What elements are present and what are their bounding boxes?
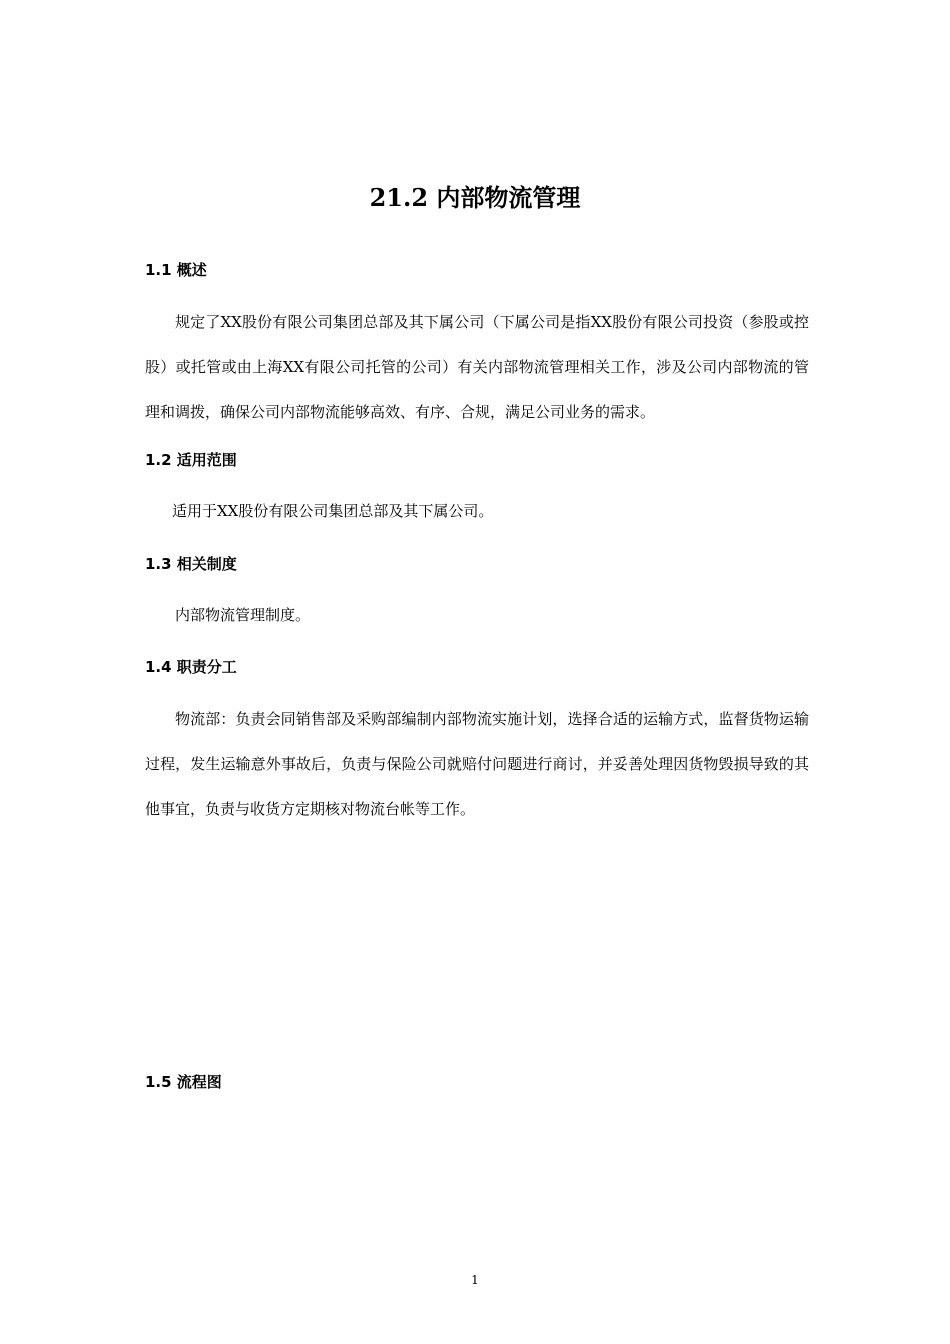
- section-body-related-policies: 内部物流管理制度。: [175, 606, 311, 624]
- section-heading-overview: 1.1 概述: [145, 261, 207, 279]
- section-heading-related-policies: 1.3 相关制度: [145, 555, 237, 573]
- page-title: 21.2 内部物流管理: [369, 183, 581, 212]
- section-heading-flowchart: 1.5 流程图: [145, 1073, 222, 1091]
- section-heading-scope: 1.2 适用范围: [145, 451, 237, 469]
- section-body-scope: 适用于XX股份有限公司集团总部及其下属公司。: [172, 502, 494, 520]
- section-body-overview: 规定了XX股份有限公司集团总部及其下属公司（下属公司是指XX股份有限公司投资（参股或控股）或托管或由上海XX有限公司托管的公司）有关内部物流管理相关工作，涉及公司内部物流的管理和调拨，确保公司内部物流能够高效、有序、合规，满足公司业务的需求。: [145, 313, 809, 421]
- section-heading-responsibilities: 1.4 职责分工: [145, 658, 237, 676]
- page-number: 1: [471, 1273, 479, 1287]
- section-body-responsibilities: 物流部：负责会同销售部及采购部编制内部物流实施计划，选择合适的运输方式，监督货物运输过程，发生运输意外事故后，负责与保险公司就赔付问题进行商讨，并妥善处理因货物毁损导致的其他事宜，负责与收货方定期核对物流台帐等工作。: [145, 710, 809, 818]
